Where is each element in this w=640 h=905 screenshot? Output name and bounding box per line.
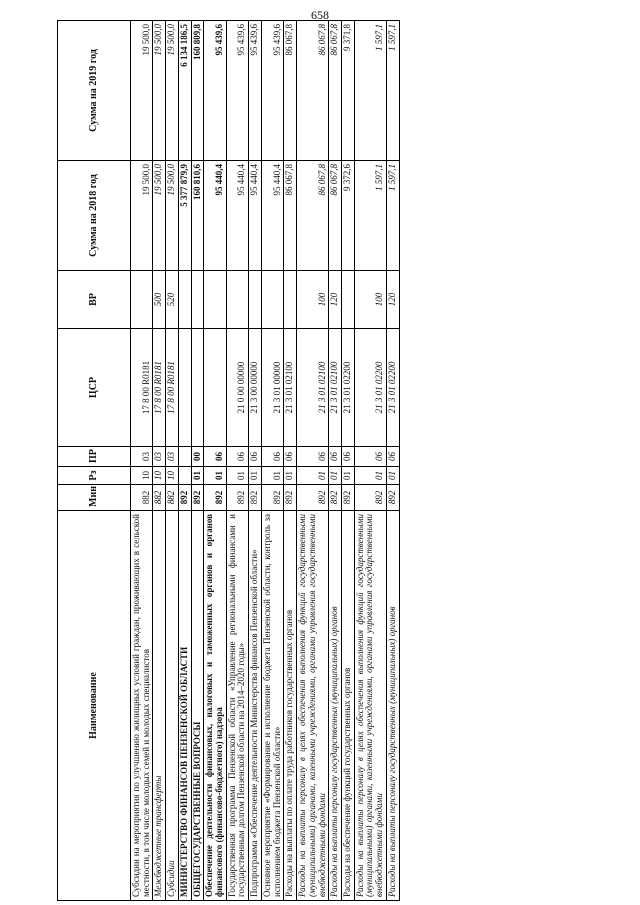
cell-vr: [284, 271, 297, 329]
cell-vr: 100: [297, 271, 329, 329]
cell-rz: 01: [386, 467, 399, 485]
cell-rz: [178, 467, 191, 485]
cell-sum-2019: 95 439,6: [226, 21, 248, 161]
cell-pr: 06: [354, 447, 386, 467]
table-body: [131, 21, 400, 901]
cell-vr: [249, 271, 262, 329]
cell-sum-2019: 1 597,1: [354, 21, 386, 161]
table-row: [341, 21, 354, 901]
header-sum-2018: Сумма на 2018 год: [58, 161, 131, 271]
cell-name: ОБЩЕГОСУДАРСТВЕННЫЕ ВОПРОСЫ: [191, 511, 204, 901]
budget-table: [57, 20, 400, 901]
cell-min: 892: [284, 485, 297, 511]
cell-vr: 520: [166, 271, 179, 329]
rotated-budget-table-area: [57, 21, 579, 901]
cell-pr: 03: [166, 447, 179, 467]
cell-sum-2019: 9 371,8: [341, 21, 354, 161]
cell-pr: 03: [131, 447, 153, 467]
cell-csr: 21 3 01 02200: [354, 329, 386, 447]
cell-rz: 01: [354, 467, 386, 485]
cell-sum-2018: 95 440,4: [261, 161, 283, 271]
cell-sum-2019: 19 500,0: [166, 21, 179, 161]
table-row: [191, 21, 204, 901]
cell-rz: 01: [191, 467, 204, 485]
cell-pr: 03: [153, 447, 166, 467]
cell-sum-2019: 1 597,1: [386, 21, 399, 161]
cell-sum-2018: 19 500,0: [131, 161, 153, 271]
cell-vr: [341, 271, 354, 329]
cell-vr: 120: [386, 271, 399, 329]
cell-name: Основное мероприятие «Формирование и исполнение бюджета Пензенской области, контроль за исполнением бюджета Пензенской области»: [261, 511, 283, 901]
cell-name: МИНИСТЕРСТВО ФИНАНСОВ ПЕНЗЕНСКОЙ ОБЛАСТИ: [178, 511, 191, 901]
cell-pr: 06: [329, 447, 342, 467]
header-vr: ВР: [58, 271, 131, 329]
cell-rz: 01: [226, 467, 248, 485]
header-name: Наименование: [58, 511, 131, 901]
cell-sum-2018: 19 500,0: [166, 161, 179, 271]
cell-min: 892: [178, 485, 191, 511]
cell-name: Субсидии на мероприятия по улучшению жилищных условий граждан, проживающих в сельской местности, в том числе молодых семей и молодых специалистов: [131, 511, 153, 901]
cell-sum-2018: 1 597,1: [354, 161, 386, 271]
cell-sum-2018: 95 440,4: [249, 161, 262, 271]
cell-pr: 06: [297, 447, 329, 467]
cell-min: 892: [341, 485, 354, 511]
page-number: 658: [311, 8, 329, 22]
table-row: [131, 21, 153, 901]
cell-sum-2018: 86 067,8: [284, 161, 297, 271]
header-pr: ПР: [58, 447, 131, 467]
cell-name: Межбюджетные трансферты: [153, 511, 166, 901]
table-header-row: [58, 21, 131, 901]
cell-vr: [191, 271, 204, 329]
cell-min: 892: [204, 485, 226, 511]
cell-rz: 01: [329, 467, 342, 485]
cell-sum-2018: 86 067,8: [297, 161, 329, 271]
cell-vr: 120: [329, 271, 342, 329]
cell-pr: 06: [284, 447, 297, 467]
cell-csr: 17 8 00 R0181: [131, 329, 153, 447]
cell-min: 892: [191, 485, 204, 511]
cell-csr: 17 8 00 R0181: [153, 329, 166, 447]
cell-name: Обеспечение деятельности финансовых, налоговых и таможенных органов и органов финансового (финансово-бюджетного) надзора: [204, 511, 226, 901]
cell-min: 882: [153, 485, 166, 511]
cell-min: 882: [131, 485, 153, 511]
cell-name: Субсидии: [166, 511, 179, 901]
table-row: [204, 21, 226, 901]
cell-sum-2018: 95 440,4: [204, 161, 226, 271]
header-sum-2019: Сумма на 2019 год: [58, 21, 131, 161]
table-row: [178, 21, 191, 901]
table-row: [166, 21, 179, 901]
cell-sum-2019: 160 809,8: [191, 21, 204, 161]
cell-pr: 06: [261, 447, 283, 467]
cell-sum-2019: 19 500,0: [131, 21, 153, 161]
table-row: [284, 21, 297, 901]
cell-min: 892: [329, 485, 342, 511]
cell-sum-2018: 160 810,6: [191, 161, 204, 271]
cell-pr: 00: [191, 447, 204, 467]
cell-rz: 01: [297, 467, 329, 485]
cell-csr: 21 3 01 02100: [284, 329, 297, 447]
cell-sum-2018: 9 372,6: [341, 161, 354, 271]
cell-vr: [131, 271, 153, 329]
cell-rz: 01: [249, 467, 262, 485]
cell-sum-2018: 19 500,0: [153, 161, 166, 271]
cell-rz: 01: [261, 467, 283, 485]
cell-name: Расходы на выплаты персоналу в целях обеспечения выполнения функций государственными (муниципальными) органами, казенными учреждениями, органами управления государственными внебюджетными фондами: [354, 511, 386, 901]
cell-vr: 100: [354, 271, 386, 329]
cell-sum-2018: 86 067,8: [329, 161, 342, 271]
cell-sum-2018: 5 377 879,9: [178, 161, 191, 271]
cell-csr: 21 0 00 00000: [226, 329, 248, 447]
table-row: [261, 21, 283, 901]
cell-sum-2018: 1 597,1: [386, 161, 399, 271]
cell-csr: 21 3 01 00000: [261, 329, 283, 447]
cell-vr: [226, 271, 248, 329]
cell-pr: 06: [341, 447, 354, 467]
cell-csr: 21 3 01 02200: [386, 329, 399, 447]
cell-min: 892: [226, 485, 248, 511]
cell-vr: 500: [153, 271, 166, 329]
cell-rz: 01: [284, 467, 297, 485]
table-row: [226, 21, 248, 901]
header-rz: Рз: [58, 467, 131, 485]
cell-vr: [178, 271, 191, 329]
cell-sum-2019: 86 067,8: [284, 21, 297, 161]
cell-name: Расходы на выплаты персоналу в целях обеспечения выполнения функций государственными (муниципальными) органами, казенными учреждениями, органами управления государственными внебюджетными фондами: [297, 511, 329, 901]
cell-name: Расходы на выплаты персоналу государственных (муниципальных) органов: [386, 511, 399, 901]
cell-name: Подпрограмма «Обеспечение деятельности Министерства финансов Пензенской области»: [249, 511, 262, 901]
cell-name: Расходы на выплаты персоналу государственных (муниципальных) органов: [329, 511, 342, 901]
cell-sum-2019: 95 439,6: [249, 21, 262, 161]
cell-min: 892: [261, 485, 283, 511]
cell-name: Расходы на выплаты по оплате труда работников государственных органов: [284, 511, 297, 901]
table-row: [354, 21, 386, 901]
cell-sum-2019: 86 067,8: [297, 21, 329, 161]
table-row: [329, 21, 342, 901]
cell-rz: 10: [131, 467, 153, 485]
table-row: [153, 21, 166, 901]
cell-vr: [204, 271, 226, 329]
cell-csr: 21 3 01 02100: [297, 329, 329, 447]
cell-rz: 10: [153, 467, 166, 485]
table-row: [386, 21, 399, 901]
cell-pr: [178, 447, 191, 467]
cell-min: 892: [386, 485, 399, 511]
cell-csr: [204, 329, 226, 447]
table-row: [297, 21, 329, 901]
cell-min: 892: [297, 485, 329, 511]
cell-csr: 17 8 00 R0181: [166, 329, 179, 447]
cell-csr: 21 3 01 02200: [341, 329, 354, 447]
header-csr: ЦСР: [58, 329, 131, 447]
cell-csr: 21 3 00 00000: [249, 329, 262, 447]
cell-sum-2019: 86 067,8: [329, 21, 342, 161]
cell-name: Расходы на обеспечение функций государственных органов: [341, 511, 354, 901]
cell-pr: 06: [249, 447, 262, 467]
cell-vr: [261, 271, 283, 329]
cell-sum-2019: 19 500,0: [153, 21, 166, 161]
cell-pr: 06: [226, 447, 248, 467]
cell-rz: 01: [204, 467, 226, 485]
cell-csr: 21 3 01 02100: [329, 329, 342, 447]
cell-sum-2019: 95 439,6: [204, 21, 226, 161]
cell-csr: [191, 329, 204, 447]
cell-sum-2019: 95 439,6: [261, 21, 283, 161]
cell-name: Государственная программа Пензенской области «Управление региональными финансами и государственным долгом Пензенской области на 2014–2020 годы»: [226, 511, 248, 901]
cell-rz: 01: [341, 467, 354, 485]
header-min: Мин: [58, 485, 131, 511]
cell-csr: [178, 329, 191, 447]
cell-pr: 06: [204, 447, 226, 467]
cell-pr: 06: [386, 447, 399, 467]
table-row: [249, 21, 262, 901]
cell-sum-2019: 6 134 186,5: [178, 21, 191, 161]
cell-sum-2018: 95 440,4: [226, 161, 248, 271]
cell-rz: 10: [166, 467, 179, 485]
cell-min: 892: [249, 485, 262, 511]
cell-min: 882: [166, 485, 179, 511]
cell-min: 892: [354, 485, 386, 511]
